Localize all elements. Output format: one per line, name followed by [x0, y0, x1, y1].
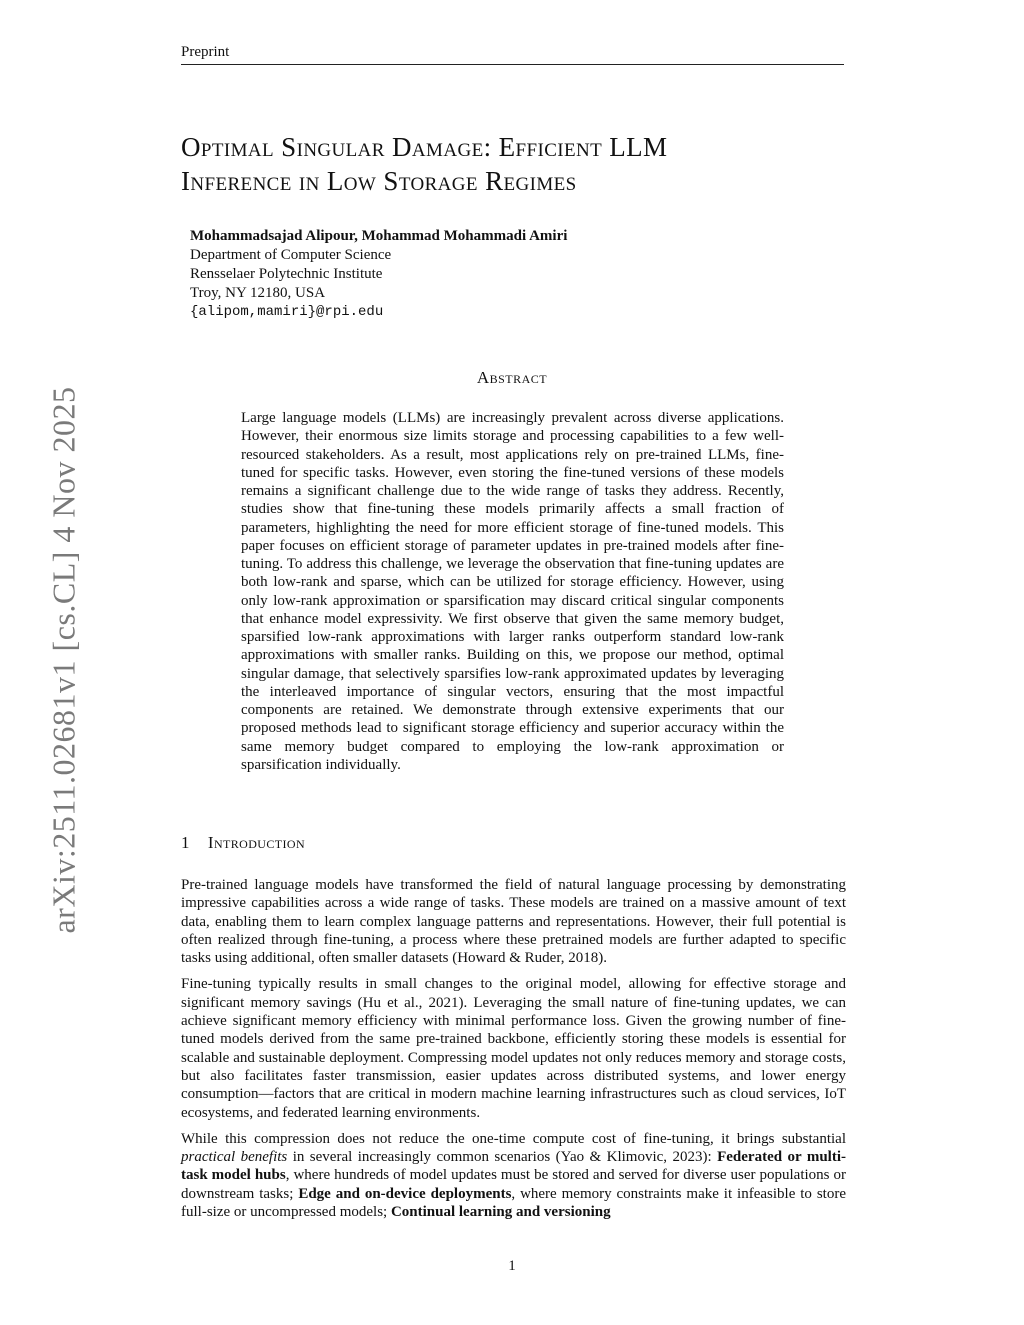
- p3-bold-federated: Federated or multi-task model hubs: [181, 1149, 846, 1184]
- header-label: Preprint: [181, 44, 230, 60]
- p3-text-2: in several increasingly common scenarios (Yao & Klimovic, 2023):: [292, 1149, 712, 1166]
- intro-paragraph-2: Fine-tuning typically results in small changes to the original model, allowing for effective storage and significant memory savings (Hu et al., 2021). Leveraging the small nature of fine-tuning updates, we can achieve significant memory efficiency with minimal performance loss. Given the growing number of fine-tuned models derived from the same pre-trained backbone, efficiently storing these models is essential for scalable and sustainable deployment. Compressing model updates not only reduces memory and storage costs, but also facilitates faster transmission, easier updates across distributed systems, and lower energy consumption—factors that are critical in modern machine learning infrastructures such as cloud services, IoT ecosystems, and federated learning environments.: [181, 976, 846, 1121]
- abstract-text: Large language models (LLMs) are increasingly prevalent across diverse applications. However, their enormous size limits storage and processing capabilities to a few well-resourced stakeholders. As a result, most applications rely on pre-trained LLMs, fine-tuned for specific tasks. However, even storing the fine-tuned versions of these models remains a significant challenge due to the wide range of tasks they address. Recently, studies show that fine-tuning these models primarily affects a small fraction of parameters, highlighting the need for more efficient storage of fine-tuned models. This paper focuses on efficient storage of parameter updates in pre-trained models after fine-tuning. To address this challenge, we leverage the observation that fine-tuning updates are both low-rank and sparse, which can be utilized for storage efficiency. However, using only low-rank approximation or sparsification may discard critical singular components that enhance model expressivity. We first observe that given the same memory budget, sparsified low-rank approximations with larger ranks outperform standard low-rank approximations with smaller ranks. Building on this, we propose our method, optimal singular damage, that selectively sparsifies low-rank approximated updates by leveraging the interleaved importance of singular vectors, ensuring that the most impactful components are retained. We demonstrate through extensive experiments that our proposed methods lead to significant storage efficiency and superior accuracy within the same memory budget compared to employing the low-rank approximation or sparsification individually.: [241, 410, 784, 773]
- author-location: Troy, NY 12180, USA: [190, 285, 326, 301]
- abstract-heading: Abstract: [476, 368, 548, 387]
- intro-paragraph-1: Pre-trained language models have transformed the field of natural language processing by demonstrating impressive capabilities across a wide range of tasks. These models are trained on a massive amount of text data, enabling them to learn complex language patterns and representations. However, their full potential is often realized through fine-tuning, a process where these pretrained models are further adapted to specific tasks using additional, often smaller datasets (Howard & Ruder, 2018).: [181, 877, 846, 967]
- title-line-2: Inference in Low Storage Regimes: [181, 166, 577, 196]
- author-block: [190, 227, 790, 322]
- author-email: {alipom,mamiri}@rpi.edu: [190, 304, 384, 320]
- title-line-1: Optimal Singular Damage: Efficient LLM: [181, 132, 668, 162]
- author-institution: Rensselaer Polytechnic Institute: [190, 266, 383, 282]
- p3-text-3: , where hundreds of model updates must be stored and served for diverse user populations or downstream tasks;: [181, 1167, 847, 1202]
- author-names: Mohammadsajad Alipour, Mohammad Mohammadi Amiri: [190, 228, 568, 244]
- section-heading-introduction: [181, 833, 305, 853]
- author-department: Department of Computer Science: [190, 247, 392, 263]
- p3-bold-edge: Edge and on-device deployments: [298, 1185, 512, 1202]
- arxiv-identifier-stamp: arXiv:2511.02681v1 [cs.CL] 4 Nov 2025: [45, 386, 82, 934]
- p3-italic-practical-benefits: practical benefits: [181, 1149, 288, 1166]
- p3-bold-continual: Continual learning and versioning: [390, 1204, 611, 1221]
- page-number: 1: [508, 1258, 516, 1274]
- paper-title: [181, 130, 861, 198]
- p3-text-4: , where memory constraints make it infeasible to store full-size or uncompressed models;: [181, 1185, 847, 1221]
- p3-text-1: While this compression does not reduce the one-time compute cost of fine-tuning, it brings substantial: [181, 1130, 846, 1147]
- running-header: [181, 44, 844, 65]
- introduction-body: [181, 876, 846, 1229]
- section-number: 1: [181, 833, 190, 852]
- intro-paragraph-3: [181, 1130, 846, 1221]
- section-title: Introduction: [207, 833, 306, 852]
